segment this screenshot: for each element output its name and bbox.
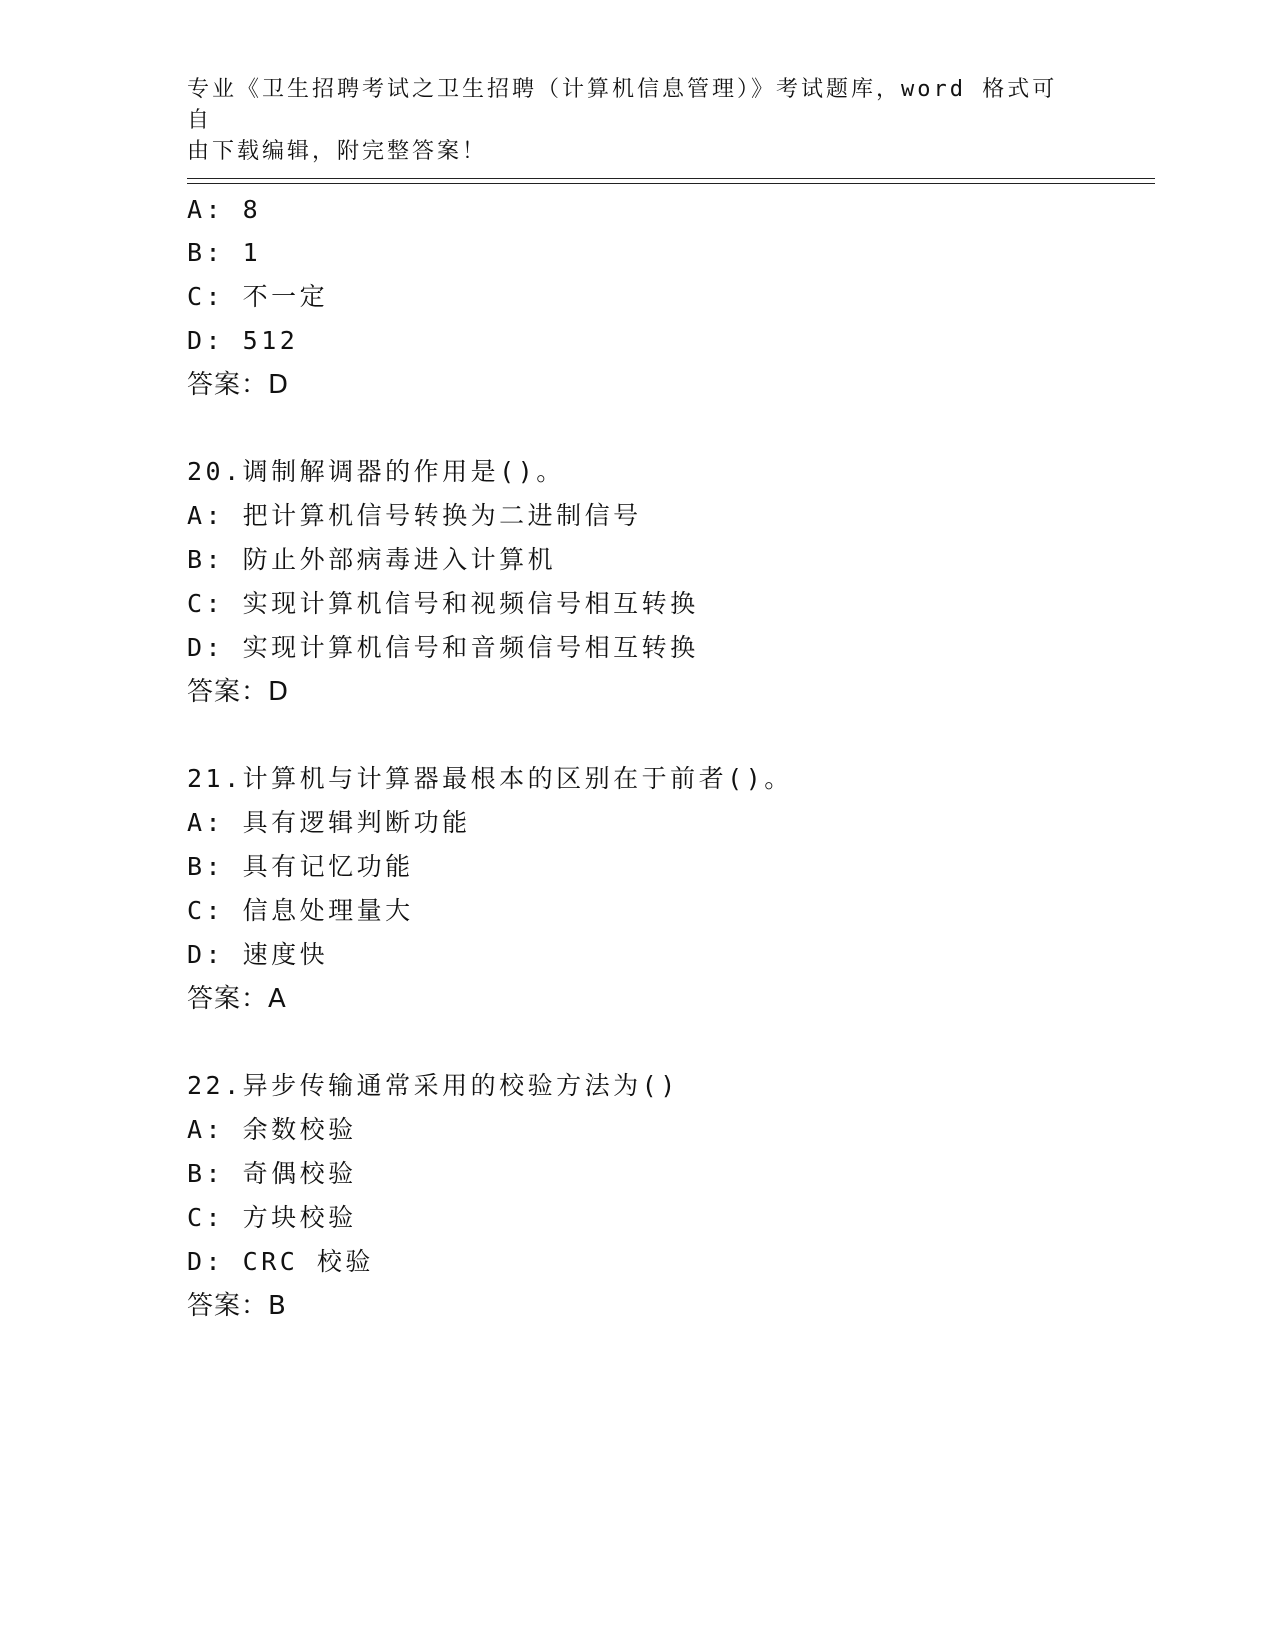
option-b: B: 具有记忆功能	[187, 852, 414, 881]
option-a: A: 具有逻辑判断功能	[187, 808, 471, 837]
option-b: B: 防止外部病毒进入计算机	[187, 545, 557, 574]
answer: 答案：B	[187, 1291, 287, 1321]
header-line-1: 专业《卫生招聘考试之卫生招聘（计算机信息管理）》考试题库，word 格式可自	[187, 77, 1058, 133]
answer: 答案：D	[187, 370, 290, 400]
header-divider-bottom	[187, 183, 1155, 184]
answer: 答案：D	[187, 677, 290, 707]
option-c: C: 实现计算机信号和视频信号相互转换	[187, 589, 699, 618]
option-b: B: 奇偶校验	[187, 1159, 357, 1188]
option-c: C: 信息处理量大	[187, 896, 414, 925]
question-22: 22.异步传输通常采用的校验方法为()	[187, 1071, 679, 1100]
header-divider-top	[187, 178, 1155, 179]
option-a: A: 余数校验	[187, 1115, 357, 1144]
option-c: C: 不一定	[187, 282, 329, 311]
option-d: D: 实现计算机信号和音频信号相互转换	[187, 633, 699, 662]
question-20: 20.调制解调器的作用是()。	[187, 457, 565, 486]
option-d: D: CRC 校验	[187, 1247, 374, 1276]
option-a: A: 把计算机信号转换为二进制信号	[187, 501, 642, 530]
option-b: B: 1	[187, 238, 262, 267]
option-a: A: 8	[187, 195, 262, 224]
option-d: D: 速度快	[187, 940, 329, 969]
answer: 答案：A	[187, 984, 287, 1014]
option-d: D: 512	[187, 326, 299, 355]
question-21: 21.计算机与计算器最根本的区别在于前者()。	[187, 764, 793, 793]
document-header	[187, 74, 1067, 167]
header-line-2: 由下载编辑，附完整答案！	[187, 139, 488, 164]
option-c: C: 方块校验	[187, 1203, 357, 1232]
